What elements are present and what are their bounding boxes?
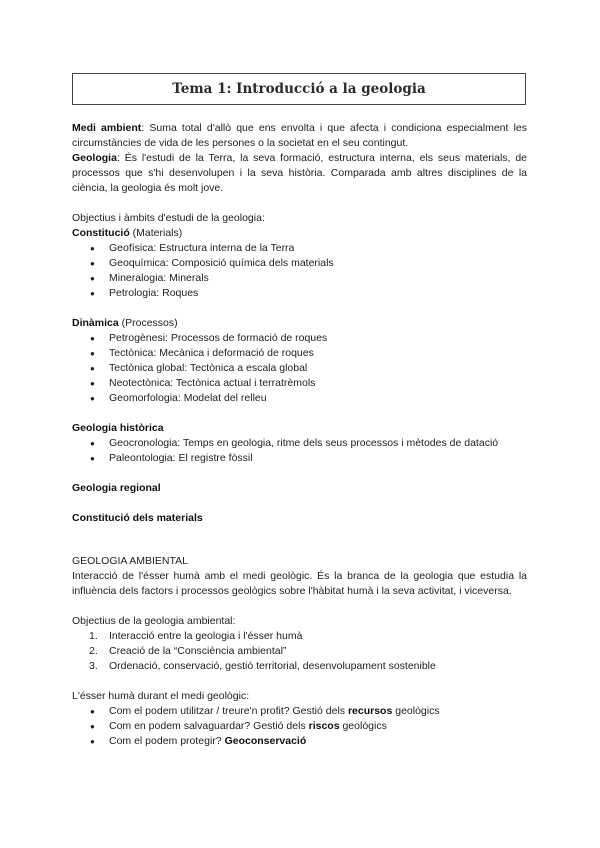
title-box xyxy=(72,73,526,105)
list-item: ● Neotectònica: Tectònica actual i terratrèmols xyxy=(72,376,527,391)
list-item: ● Com el podem utilitzar / treure'n profit? Gestió dels recursos geològics xyxy=(72,704,527,719)
objectives-intro: Objectius i àmbits d'estudi de la geologia: xyxy=(72,212,265,224)
list-item: ● Tectònica global: Tectònica a escala global xyxy=(72,361,527,376)
ambiental-objectives-list xyxy=(72,629,527,674)
dinamica-list xyxy=(72,331,527,406)
list-item: ● Petrogènesi: Processos de formació de roques xyxy=(72,331,527,346)
section-heading-ambiental: GEOLOGIA AMBIENTAL xyxy=(72,555,188,567)
list-item: ● Geoquímica: Composició química dels materials xyxy=(72,256,527,271)
definition-medi-ambient xyxy=(72,121,527,151)
definition-geologia xyxy=(72,151,527,196)
page-title: Tema 1: Introducció a la geologia xyxy=(172,81,426,97)
section-heading-historica: Geologia històrica xyxy=(72,422,164,434)
document-body xyxy=(72,121,527,749)
list-item: ● Com en podem salvaguardar? Gestió dels riscos geològics xyxy=(72,719,527,734)
list-item: ● Com el podem protegir? Geoconservació xyxy=(72,734,527,749)
list-item: ● Geocronologia: Temps en geologia, ritme dels seus processos i mètodes de datació xyxy=(72,436,527,451)
human-intro: L'ésser humà durant el medi geològic: xyxy=(72,690,250,702)
constitucio-list xyxy=(72,241,527,301)
ambiental-objectives-intro: Objectius de la geologia ambiental: xyxy=(72,615,236,627)
list-item: ● Petrologia: Roques xyxy=(72,286,527,301)
list-item: ● Tectònica: Mecànica i deformació de roques xyxy=(72,346,527,361)
human-list xyxy=(72,704,527,749)
section-heading-dinamica: Dinàmica (Processos) xyxy=(72,317,178,329)
definition-term: Geologia xyxy=(72,152,117,164)
section-heading-regional: Geologia regional xyxy=(72,482,161,494)
section-heading-materials: Constitució dels materials xyxy=(72,512,203,524)
definition-term: Medi ambient xyxy=(72,122,142,134)
list-item: ● Mineralogia: Minerals xyxy=(72,271,527,286)
list-item: 1. Interacció entre la geologia i l'ésser humà xyxy=(89,630,303,642)
list-item: 2. Creació de la “Consciència ambiental” xyxy=(89,645,287,657)
list-item: ● Geomorfologia: Modelat del relleu xyxy=(72,391,527,406)
historica-list xyxy=(72,436,527,466)
section-heading-constitucio: Constitució (Materials) xyxy=(72,227,183,239)
list-item: 3. Ordenació, conservació, gestió territorial, desenvolupament sostenible xyxy=(89,660,436,672)
definition-text: : Suma total d'allò que ens envolta i que afecta i condiciona especialment les circumstàncies de vida de les persones o la societat en el seu contingut. xyxy=(72,122,527,149)
list-item: ● Geofísica: Estructura interna de la Terra xyxy=(72,241,527,256)
definition-text: : És l'estudi de la Terra, la seva formació, estructura interna, els seus materials, de processos que s'hi desenvolupen i la seva història. Comparada amb altres disciplines de la ciència, la geologia és molt jove. xyxy=(72,152,527,194)
list-item: ● Paleontologia: El registre fòssil xyxy=(72,451,527,466)
ambiental-paragraph: Interacció de l'ésser humà amb el medi geològic. És la branca de la geologia que estudia la influència dels factors i processos geològics sobre l'hàbitat humà i la seva activitat, i viceversa. xyxy=(72,570,527,597)
